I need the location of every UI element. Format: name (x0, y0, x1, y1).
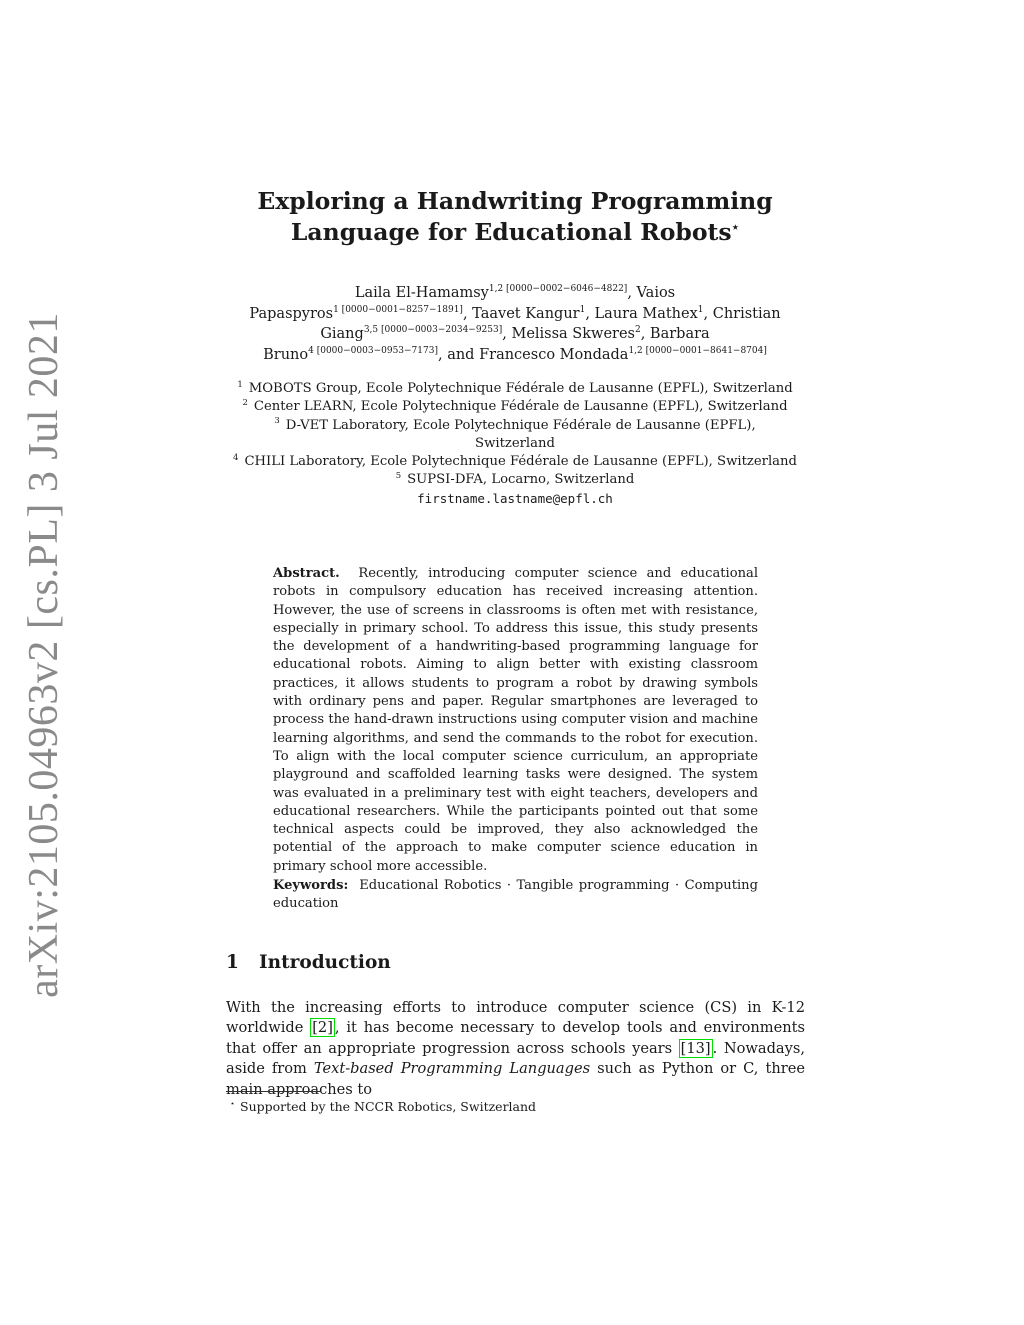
affiliation-line (210, 453, 820, 471)
author-line-3 (225, 324, 805, 345)
affiliation-number: 2 (242, 397, 248, 408)
footnote-rule (226, 1091, 321, 1092)
title-line-2-text: Language for Educational Robots (290, 218, 732, 246)
author-name: , Melissa Skweres (502, 326, 635, 342)
author-affil: 1 (697, 304, 704, 315)
citation-link[interactable]: [2] (312, 1019, 333, 1037)
affiliation-text: Center LEARN, Ecole Polytechnique Fédérale de Lausanne (EPFL), Switzerland (253, 399, 788, 415)
affiliation-line (210, 435, 820, 453)
title-line-1: Exploring a Handwriting Programming (257, 187, 773, 215)
body-text: , it has become necessary to develop tools and environments that offer an appropriate progression across schools years (226, 1019, 805, 1057)
author-list (225, 283, 805, 365)
keywords-text: Educational Robotics · Tangible programming · Computing education (273, 878, 758, 912)
emphasis-text: Text-based Programming Languages (313, 1060, 591, 1078)
author-line-4 (225, 345, 805, 366)
intro-paragraph (226, 998, 805, 1100)
paper-title (200, 186, 830, 248)
affiliation-number: 3 (274, 416, 280, 427)
author-affil: 2 (634, 325, 641, 336)
affiliation-number: 1 (237, 379, 243, 390)
title-line-2 (200, 217, 830, 248)
author-line-2 (225, 304, 805, 325)
author-name: Papaspyros (249, 305, 334, 322)
affiliation-text: MOBOTS Group, Ecole Polytechnique Fédérale de Lausanne (EPFL), Switzerland (248, 381, 793, 396)
abstract-label: Abstract. (273, 566, 340, 581)
author-name: , Vaios (627, 285, 676, 301)
footnote (230, 1096, 536, 1115)
author-name: Bruno (263, 346, 309, 363)
author-name: , Christian (703, 305, 781, 322)
footnote-text: Supported by the NCCR Robotics, Switzerland (240, 1099, 537, 1115)
author-name: , and Francesco Mondada (437, 346, 629, 363)
affiliation-number: 5 (395, 471, 402, 482)
author-affil-orcid: 4 [0000−0003−0953−7173] (308, 345, 438, 356)
affiliation-line (210, 398, 820, 416)
affiliation-line (210, 471, 820, 489)
footnote-mark: ⋆ (230, 1099, 236, 1108)
author-affil-orcid: 1,2 [0000−0002−6046−4822] (488, 284, 628, 295)
abstract-text: Recently, introducing computer science and educational robots in compulsory education has received increasing attention. However, the use of screens in classrooms is often met with resistance, especially in primary school. To address this issue, this study presents the development of a handwriting-based programming language for educational robots. Aiming to align better with existing classroom practices, it allows students to program a robot by drawing symbols with ordinary pens and paper. Regular smartphones are leveraged to process the hand-drawn instructions using computer vision and machine learning algorithms, and send the commands to the robot for execution. To align with the local computer science curriculum, an appropriate playground and scaffolded learning tasks were designed. The system was evaluated in a preliminary test with eight teachers, developers and educational researchers. While the participants pointed out that some technical aspects could be improved, they also acknowledged the potential of the approach to make computer science education in primary school more accessible. (273, 566, 759, 874)
affiliation-text: Switzerland (475, 435, 555, 451)
affiliation-text: SUPSI-DFA, Locarno, Switzerland (407, 472, 635, 488)
author-affil: 1 (579, 304, 586, 315)
author-name: , Taavet Kangur (462, 305, 580, 322)
title-footnote-mark: ⋆ (731, 220, 740, 235)
affiliation-line (210, 417, 820, 435)
author-affil-orcid: 1 [0000−0001−8257−1891] (333, 304, 463, 315)
section-number: 1 (226, 952, 239, 973)
body-text: such as Python or C, three main approaches to (226, 1060, 805, 1098)
affiliation-text: D-VET Laboratory, Ecole Polytechnique Fédérale de Lausanne (EPFL), (285, 417, 756, 433)
citation-link[interactable]: [13] (680, 1039, 711, 1057)
body-text: With the increasing efforts to introduce computer science (CS) in K-12 worldwide (226, 999, 805, 1037)
abstract (273, 565, 758, 876)
affiliation-line (210, 380, 820, 398)
author-affil-orcid: 1,2 [0000−0001−8641−8704] (628, 345, 767, 356)
author-name: Giang (320, 326, 364, 342)
author-line-1 (225, 283, 805, 304)
affiliation-list (210, 380, 820, 508)
section-heading (226, 952, 391, 973)
author-name: Laila El-Hamamsy (354, 285, 489, 301)
section-title: Introduction (259, 952, 391, 973)
author-name: , Laura Mathex (585, 305, 698, 322)
body-text: . Nowadays, aside from (226, 1039, 805, 1078)
author-affil-orcid: 3,5 [0000−0003−2034−9253] (363, 325, 503, 336)
keywords-label: Keywords: (273, 878, 349, 893)
arxiv-stamp: arXiv:2105.04963v2 [cs.PL] 3 Jul 2021 (21, 312, 67, 998)
keywords (273, 877, 758, 914)
author-name: , Barbara (640, 326, 710, 342)
affiliation-text: CHILI Laboratory, Ecole Polytechnique Fédérale de Lausanne (EPFL), Switzerland (244, 454, 797, 470)
contact-email: firstname.lastname@epfl.ch (417, 490, 613, 506)
affiliation-number: 4 (233, 452, 239, 463)
